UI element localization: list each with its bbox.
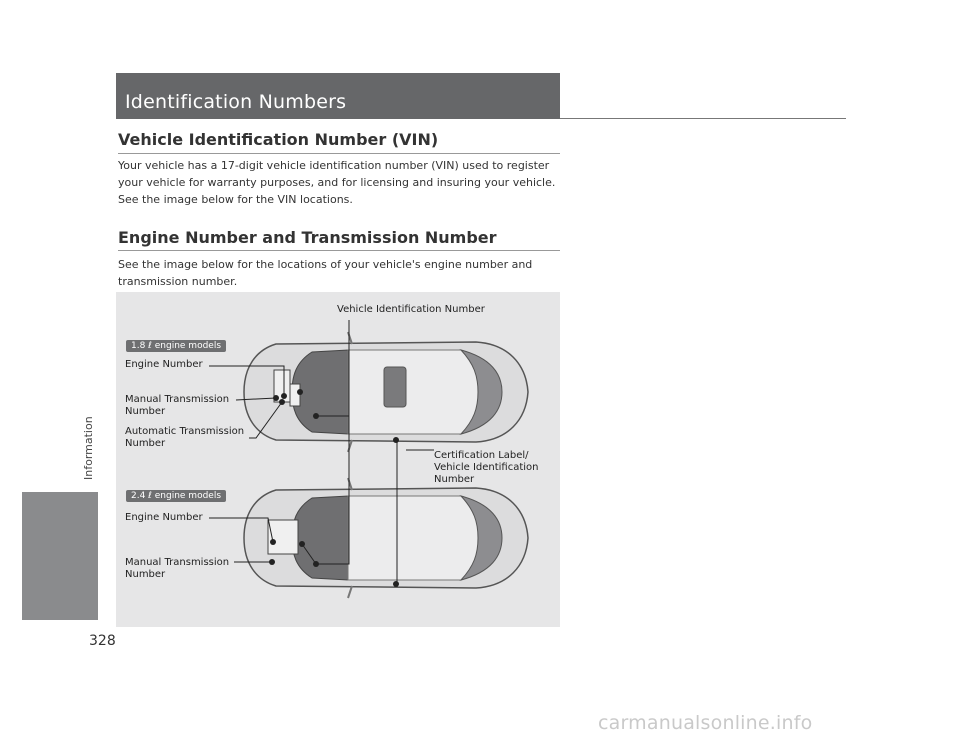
section-tab	[22, 492, 98, 620]
engine-number-label-bottom: Engine Number	[125, 512, 203, 523]
paragraph-vin: Your vehicle has a 17-digit vehicle identification number (VIN) used to register your vehicle for warranty purposes, and for licensing and insuring your vehicle. See the image below for the VIN locations.	[118, 159, 556, 206]
car-top	[244, 332, 528, 452]
title-rule	[560, 118, 846, 119]
engine-number-label-top: Engine Number	[125, 359, 203, 370]
engine-2-4-badge: 2.4 ℓ engine models	[126, 490, 226, 502]
heading-engine-transmission: Engine Number and Transmission Number	[118, 228, 497, 247]
certification-label: Certification Label/ Vehicle Identification Number	[434, 450, 539, 485]
title-band	[116, 73, 560, 119]
automatic-transmission-label: Automatic Transmission Number	[125, 426, 245, 449]
car-bottom	[244, 478, 528, 598]
paragraph-engine-transmission: See the image below for the locations of your vehicle's engine number and transmission number.	[118, 258, 533, 288]
heading-engine-rule	[118, 250, 560, 251]
manual-transmission-label-top: Manual Transmission Number	[125, 394, 230, 417]
page-title: Identification Numbers	[125, 91, 347, 113]
watermark: carmanualsonline.info	[598, 712, 813, 734]
engine-1-8-badge: 1.8 ℓ engine models	[126, 340, 226, 352]
manual-transmission-label-bottom: Manual Transmission Number	[125, 557, 230, 580]
heading-vin-rule	[118, 153, 560, 154]
vin-label: Vehicle Identification Number	[337, 304, 485, 315]
page-number: 328	[89, 633, 116, 649]
section-label: Information	[82, 416, 95, 480]
heading-vin: Vehicle Identification Number (VIN)	[118, 130, 439, 149]
vehicle-figure	[116, 292, 560, 627]
